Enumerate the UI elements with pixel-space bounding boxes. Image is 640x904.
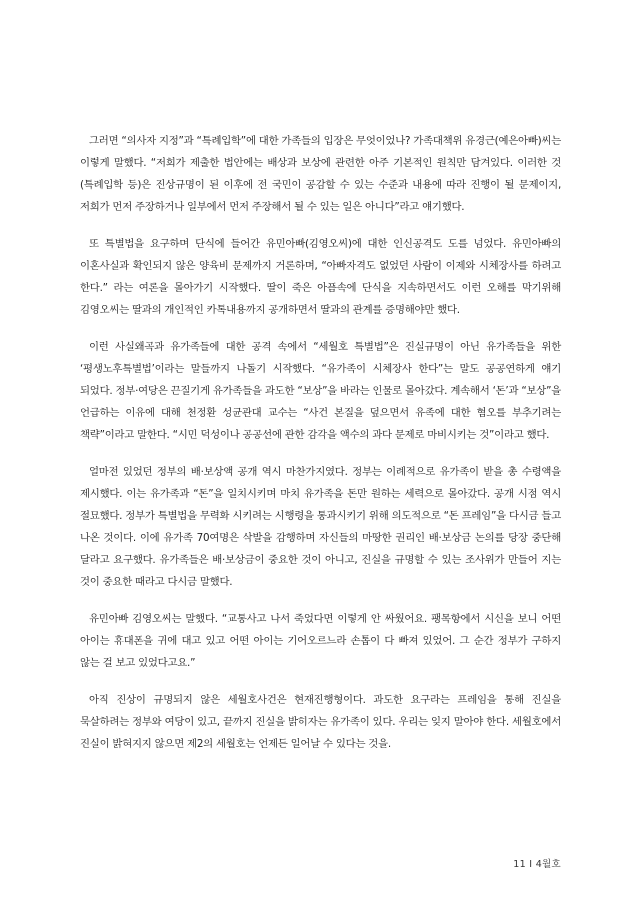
paragraph-5: 유민아빠 김영오씨는 말했다. “교통사고 나서 죽었다면 이렇게 안 싸웠어요. 팽목항에서 시신을 보니 어떤 아이는 휴대폰을 귀에 대고 있고 어떤 아이는 기어오르느라 손톱이 다 빠져 있었어. 그 순간 정부가 구하지 않는 걸 보고 있었다고요.”: [80, 613, 561, 669]
article-body: [80, 130, 561, 770]
paragraph-4: 얼마전 있었던 정부의 배·보상액 공개 역시 마찬가지였다. 정부는 이례적으로 유가족이 받을 총 수령액을 제시했다. 이는 유가족과 “돈”을 일치시키며 마치 유가족을 돈만 원하는 세력으로 몰아갔다. 공개 시점 역시 절묘했다. 정부가 특별법을 무력화 시키려는 시행령을 통과시키기 위해 의도적으로 “돈 프레임”을 다시금 들고 나온 것이다. 이에 유가족 70여명은 삭발을 감행하며 자신들의 마땅한 권리인 배·보상금 논의를 당장 중단해 달라고 요구했다. 유가족들은 배·보상금이 중요한 것이 아니고, 진실을 규명할 수 있는 조사위가 만들어 지는 것이 중요한 때라고 다시금 말했다.: [80, 466, 561, 588]
paragraph-6: 아직 진상이 규명되지 않은 세월호사건은 현재진행형이다. 과도한 요구라는 프레임을 통해 진실을 묵살하려는 정부와 여당이 있고, 끝까지 진실을 밝히자는 유가족이 있다. 우리는 잊지 말아야 한다. 세월호에서 진실이 밝혀지지 않으면 제2의 세월호는 언제든 일어날 수 있다는 것을.: [80, 694, 561, 750]
paragraph-3: 이런 사실왜곡과 유가족들에 대한 공격 속에서 “세월호 특별법”은 진실규명이 아닌 유가족들을 위한 ‘평생노후특별법’이라는 말들까지 나돌기 시작했다. “유가족이 시체장사 한다”는 말도 공공연하게 얘기 되었다. 정부·여당은 끈질기게 유가족들을 과도한 “보상”을 바라는 인물로 몰아갔다. 계속해서 ‘돈’과 “보상”을 언급하는 이유에 대해 천정환 성균관대 교수는 “사건 본질을 덮으면서 유족에 대한 혐오를 부추기려는 책략”이라고 말한다. “시민 덕성이나 공공선에 관한 감각을 액수의 과다 문제로 마비시키는 것”이라고 했다.: [80, 341, 561, 441]
paragraph-2: 또 특별법을 요구하며 단식에 들어간 유민아빠(김영오씨)에 대한 인신공격도 도를 넘었다. 유민아빠의 이혼사실과 확인되지 않은 양육비 문제까지 거론하며, “아빠자격도 없었던 사람이 이제와 시체장사를 하려고 한다.” 라는 여론을 몰아가기 시작했다. 딸이 죽은 아픔속에 단식을 지속하면서도 이런 오해를 막기위해 김영오씨는 딸과의 개인적인 카톡내용까지 공개하면서 딸과의 관계를 증명해야만 했다.: [80, 238, 561, 316]
paragraph-1: 그러면 “의사자 지정”과 “특례입학”에 대한 가족들의 입장은 무엇이었나? 가족대책위 유경근(예은아빠)씨는 이렇게 말했다. “저희가 제출한 법안에는 배상과 보상에 관련한 아주 기본적인 원칙만 담겨있다. 이러한 것(특례입학 등)은 진상규명이 된 이후에 전 국민이 공감할 수 있는 수준과 내용에 따라 진행이 될 문제이지, 저희가 먼저 주장하거나 일부에서 먼저 주장해서 될 수 있는 일은 아니다”라고 얘기했다.: [80, 135, 561, 213]
page-footer: 11 I 4월호: [513, 859, 561, 870]
